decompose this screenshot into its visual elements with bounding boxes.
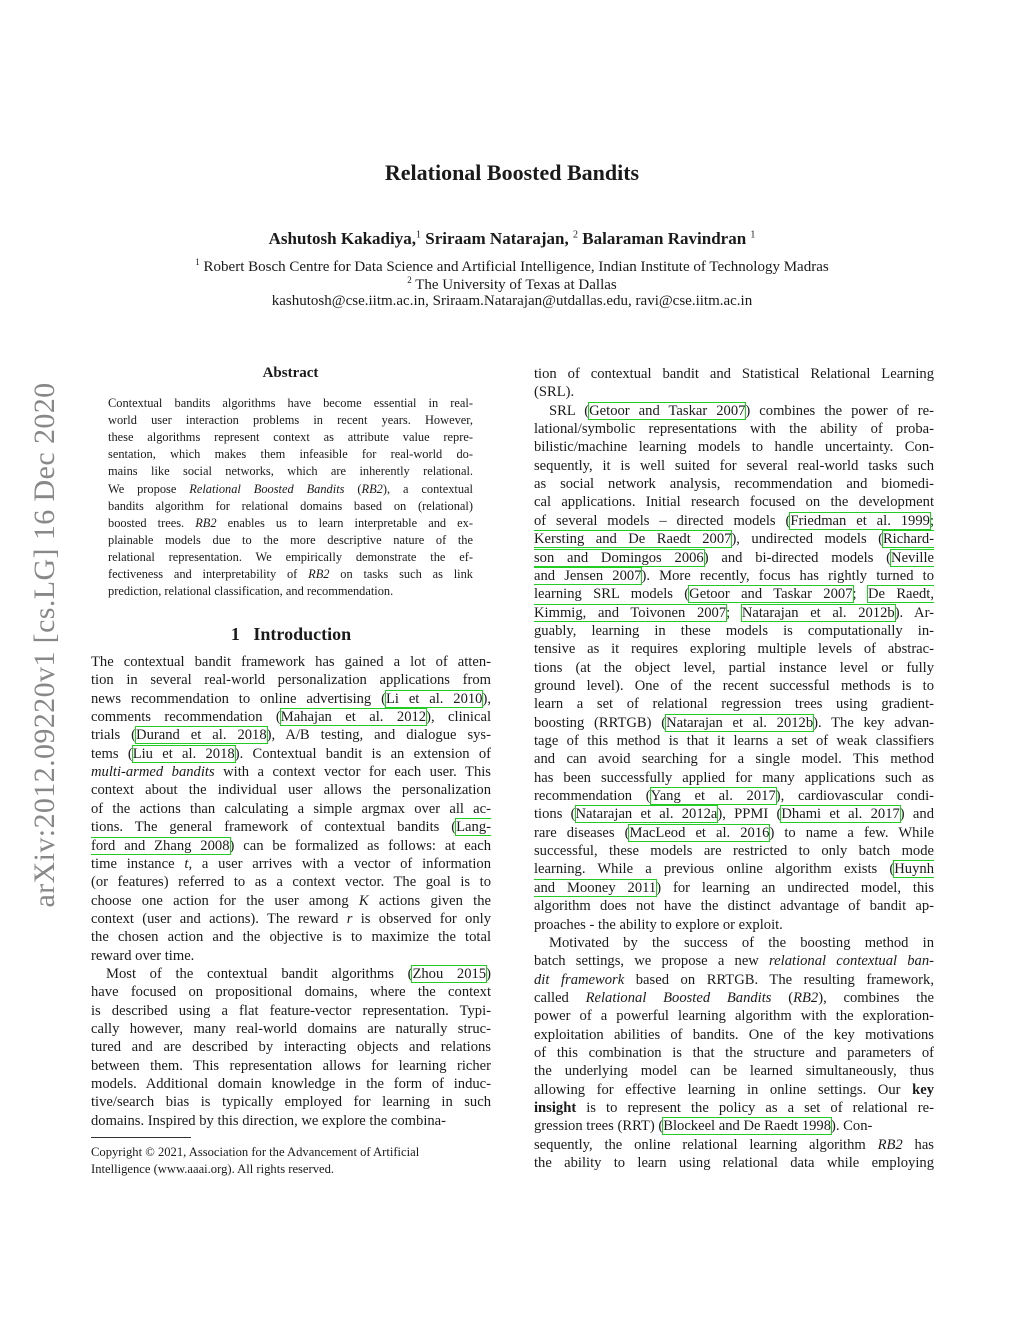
- text-line: dit framework based on RRTGB. The resulting framework,: [534, 971, 934, 988]
- arxiv-identifier: [20, 350, 70, 940]
- text-line: relational representation. We empirically demonstrate the ef-: [108, 549, 473, 564]
- text-line: tage of this method is that it learns a set of weak classifiers: [534, 733, 934, 749]
- citation-link[interactable]: Kimmig, and Toivonen 2007: [534, 604, 727, 621]
- footnote-divider: [91, 1137, 191, 1138]
- text-line: tured and are described by interacting objects and relations: [91, 1039, 491, 1056]
- text-line: is described using a flat feature-vector representation. Typi-: [91, 1002, 491, 1019]
- text-line: and Mooney 2011) for learning an undirected model, this: [534, 879, 934, 896]
- citation-link[interactable]: Friedman et al. 1999: [790, 512, 930, 529]
- text-line: domains. Inspired by this direction, we explore the combina-: [91, 1112, 447, 1129]
- text-line: called Relational Boosted Bandits (RB2), combines the: [534, 989, 934, 1006]
- text-line: recommendation (Yang et al. 2017), cardiovascular condi-: [534, 788, 934, 805]
- section-title: Introduction: [253, 624, 352, 644]
- text-line: trials (Durand et al. 2018), A/B testing, and dialogue sys-: [91, 727, 491, 744]
- text-line: tion of contextual bandit and Statistical Relational Learning: [534, 366, 934, 382]
- text-line: gression trees (RRT) (Blockeel and De Raedt 1998). Con-: [534, 1118, 873, 1135]
- text-line: sentation, which makes them infeasible for real-world do-: [108, 447, 473, 462]
- text-line: son and Domingos 2006) and bi-directed models (Neville: [534, 549, 934, 566]
- affiliation-mark: 1: [195, 257, 200, 267]
- text-line: successful, these models are restricted to only batch mode: [534, 843, 934, 860]
- text-line: batch settings, we propose a new relational contextual ban-: [534, 953, 934, 970]
- text-line: tion in several real-world personalization applications from: [91, 672, 491, 689]
- text-line: plainable models due to the more descriptive nature of the: [108, 532, 473, 547]
- citation-link[interactable]: Dhami et al. 2017: [781, 806, 900, 823]
- text-line: tions. The general framework of contextual bandits (Lang-: [91, 819, 491, 836]
- footnote-line: Copyright © 2021, Association for the Advancement of Artificial: [91, 1145, 420, 1159]
- abstract-heading: Abstract: [262, 365, 319, 381]
- text-line: comments recommendation (Mahajan et al. 2012), clinical: [91, 709, 491, 726]
- text-line: sequently, it is well suited for several real-world tasks such: [534, 457, 934, 474]
- text-line: of this combination is that the structure and parameters of: [534, 1044, 934, 1061]
- text-line: guably, learning in these models is computationally in-: [534, 622, 934, 639]
- affiliation-1: [0, 257, 1024, 276]
- text-line: cal applications. Initial research focused on the development: [534, 494, 934, 511]
- citation-link[interactable]: ford and Zhang 2008: [91, 837, 230, 854]
- footnote-line: Intelligence (www.aaai.org). All rights reserved.: [91, 1161, 335, 1176]
- text-line: algorithm does not have the distinct advantage of bandit ap-: [534, 898, 934, 915]
- text-line: tive/search bias is typically employed for learning in such: [91, 1094, 491, 1111]
- text-line: We propose Relational Boosted Bandits (RB2), a contextual: [108, 481, 473, 496]
- text-line: ground level). One of the recent successful methods is to: [534, 677, 934, 694]
- citation-link[interactable]: and Mooney 2011: [534, 879, 657, 896]
- citation-link[interactable]: Getoor and Taskar 2007: [689, 586, 853, 603]
- text-line: reward over time.: [91, 947, 195, 964]
- text-line: fectiveness and interpretability of RB2 on tasks such as link: [108, 567, 473, 581]
- text-line: boosting (RRTGB) (Natarajan et al. 2012b). The key advan-: [534, 714, 934, 731]
- author-affiliation-mark: 2: [573, 229, 579, 241]
- text-line: prediction, relational classification, and recommendation.: [108, 584, 394, 599]
- citation-link[interactable]: son and Domingos 2006: [534, 549, 704, 566]
- citation-link[interactable]: Kersting and De Raedt 2007: [534, 531, 732, 548]
- text-line: news recommendation to online advertising (Li et al. 2010),: [91, 690, 491, 707]
- text-line: learn a set of relational regression trees using gradient-: [534, 696, 934, 713]
- text-line: as social network analysis, recommendation and biomedi-: [534, 476, 934, 493]
- affiliation-2: [0, 275, 1024, 294]
- section-number: 1: [230, 624, 240, 644]
- author-name: Sriraam Natarajan,: [425, 229, 569, 248]
- text-line: sequently, the online relational learning algorithm RB2 has: [534, 1136, 934, 1153]
- text-line: Kimmig, and Toivonen 2007; Natarajan et al. 2012b). Ar-: [534, 604, 934, 621]
- citation-link[interactable]: Yang et al. 2017: [650, 788, 776, 805]
- author-name: Ashutosh Kakadiya,: [268, 229, 416, 248]
- text-line: between them. This representation allows for learning richer: [91, 1057, 491, 1074]
- text-line: tions (at the object level, partial instance level or fully: [534, 659, 934, 676]
- text-line: have focused on propositional domains, where the context: [91, 984, 491, 1001]
- author-affiliation-mark: 1: [415, 229, 421, 241]
- citation-link[interactable]: Mahajan et al. 2012: [280, 709, 427, 726]
- text-line: exploitation abilities of bandits. One of the key motivations: [534, 1026, 934, 1043]
- citation-link[interactable]: MacLeod et al. 2016: [629, 824, 770, 841]
- text-line: models. Additional domain knowledge in the form of induc-: [91, 1076, 491, 1093]
- text-line: learning. While a previous online algorithm exists (Huynh: [534, 861, 934, 878]
- text-line: multi-armed bandits with a context vector for each user. This: [91, 764, 491, 781]
- text-line: (or features) referred to as a context vector. The goal is to: [91, 874, 491, 891]
- text-line: context (user and actions). The reward r is observed for only: [91, 910, 491, 927]
- text-line: tensive as it requires exploring multiple levels of abstrac-: [534, 641, 934, 658]
- text-line: the ability to learn using relational data while employing: [534, 1155, 934, 1172]
- author-list: [0, 229, 1024, 249]
- citation-link[interactable]: Getoor and Taskar 2007: [589, 402, 746, 419]
- text-line: tems (Liu et al. 2018). Contextual bandit is an extension of: [91, 745, 491, 762]
- citation-link[interactable]: De Raedt,: [867, 586, 934, 603]
- text-line: bandits algorithm for relational domains based on (relational): [108, 498, 473, 513]
- text-line: Motivated by the success of the boosting method in: [549, 934, 934, 951]
- author-name: Balaraman Ravindran: [582, 229, 747, 248]
- text-line: power of a powerful learning algorithm with the exploration-: [534, 1008, 934, 1025]
- text-line: rare diseases (MacLeod et al. 2016) to name a few. While: [534, 824, 934, 841]
- affiliation-text: The University of Texas at Dallas: [415, 277, 617, 293]
- citation-link[interactable]: Lang-: [456, 819, 491, 836]
- text-line: tions (Natarajan et al. 2012a), PPMI (Dhami et al. 2017) and: [534, 806, 934, 823]
- citation-link[interactable]: Natarajan et al. 2012b: [741, 604, 895, 621]
- affiliation-text: Robert Bosch Centre for Data Science and Artificial Intelligence, Indian Institute of Technology Madras: [203, 259, 829, 275]
- citation-link[interactable]: Zhou 2015: [412, 965, 487, 982]
- section-heading-introduction: [91, 624, 491, 645]
- text-line: choose one action for the user among K actions given the: [91, 892, 491, 909]
- text-line: and Jensen 2007). More recently, focus has rightly turned to: [534, 567, 934, 584]
- citation-link[interactable]: Richard-: [882, 531, 934, 548]
- text-line: Most of the contextual bandit algorithms (Zhou 2015): [106, 965, 491, 982]
- text-line: of the actions than calculating a simple argmax over all ac-: [91, 800, 491, 817]
- text-line: context about the individual user allows the personalization: [91, 782, 491, 799]
- citation-link[interactable]: Liu et al. 2018: [132, 745, 235, 762]
- citation-link[interactable]: Natarajan et al. 2012a: [575, 806, 718, 823]
- text-line: of several models – directed models (Friedman et al. 1999;: [534, 512, 934, 529]
- text-line: time instance t, a user arrives with a vector of information: [91, 855, 491, 872]
- text-line: ford and Zhang 2008) can be formalized as follows: at each: [91, 837, 491, 854]
- text-line: Contextual bandits algorithms have become essential in real-: [108, 396, 473, 410]
- author-emails: kashutosh@cse.iitm.ac.in, Sriraam.Natarajan@utdallas.edu, ravi@cse.iitm.ac.in: [271, 293, 753, 309]
- text-line: has been successfully applied for many applications such as: [534, 769, 934, 786]
- citation-link[interactable]: Blockeel and De Raedt 1998: [663, 1118, 832, 1135]
- text-line: cally however, many real-world domains are naturally struc-: [91, 1021, 491, 1037]
- text-line: world user interaction problems in recent years. However,: [108, 413, 473, 428]
- text-line: allowing for effective learning in online settings. Our key: [534, 1081, 934, 1098]
- paper-title: Relational Boosted Bandits: [384, 160, 640, 185]
- text-line: these algorithms represent context as attribute value repre-: [108, 430, 473, 445]
- text-line: SRL (Getoor and Taskar 2007) combines the power of re-: [549, 402, 934, 419]
- citation-link[interactable]: Neville: [891, 549, 934, 566]
- arxiv-identifier-text: arXiv:2012.09220v1 [cs.LG] 16 Dec 2020: [28, 382, 61, 908]
- text-line: bilistic/machine learning models to handle uncertainty. Con-: [534, 439, 934, 456]
- text-line: mains like social networks, which are inherently relational.: [108, 464, 473, 479]
- text-line: boosted trees. RB2 enables us to learn interpretable and ex-: [108, 515, 473, 530]
- text-line: The contextual bandit framework has gained a lot of atten-: [91, 654, 491, 670]
- text-line: the underlying model can be learned simultaneously, thus: [534, 1063, 934, 1080]
- text-line: proaches - the ability to explore or exploit.: [534, 916, 783, 933]
- citation-link[interactable]: Huynh: [894, 861, 934, 878]
- text-line: Kersting and De Raedt 2007), undirected models (Richard-: [534, 531, 934, 548]
- affiliation-mark: 2: [407, 275, 412, 285]
- text-line: learning SRL models (Getoor and Taskar 2007; De Raedt,: [534, 586, 934, 603]
- citation-link[interactable]: Durand et al. 2018: [136, 727, 267, 744]
- text-line: the chosen action and the objective is to maximize the total: [91, 929, 491, 946]
- citation-link[interactable]: Natarajan et al. 2012b: [666, 714, 814, 731]
- citation-link[interactable]: and Jensen 2007: [534, 567, 642, 584]
- text-line: (SRL).: [534, 384, 575, 401]
- text-line: and can avoid searching for a single model. This method: [534, 751, 934, 768]
- text-line: lational/symbolic representations with the ability of proba-: [534, 421, 934, 438]
- citation-link[interactable]: Li et al. 2010: [385, 690, 483, 707]
- author-affiliation-mark: 1: [750, 229, 756, 241]
- text-line: insight is to represent the policy as a set of relational re-: [534, 1100, 934, 1116]
